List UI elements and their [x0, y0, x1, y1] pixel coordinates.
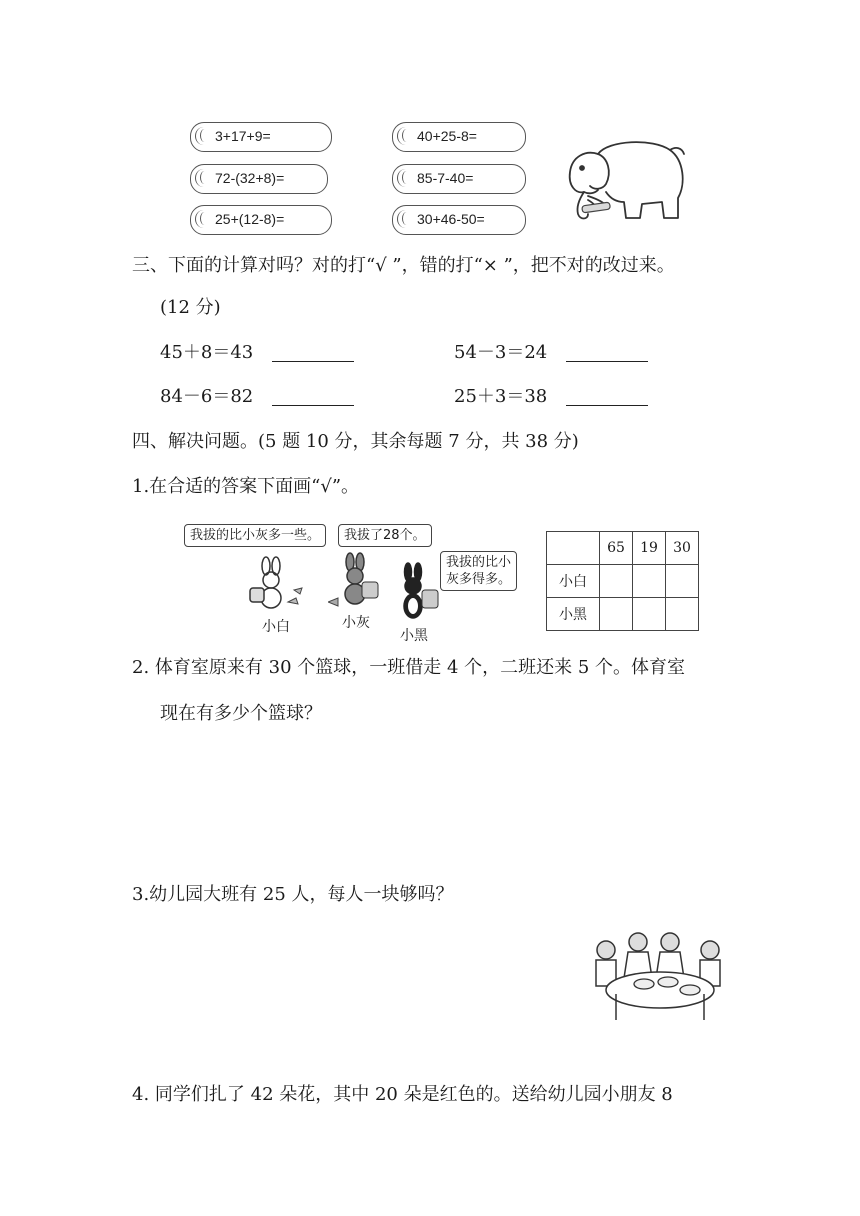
calc-item-1 — [160, 341, 253, 365]
rabbit-name-xiaohui: 小灰 — [342, 615, 370, 631]
question-4-text: 4. 同学们扎了 42 朵花，其中 20 朵是红色的。送给幼儿园小朋友 8 — [132, 1084, 673, 1105]
calc-item-4 — [454, 385, 547, 409]
table-header-cell: 19 — [633, 532, 666, 565]
bubble-line-2: 灰多得多。 — [446, 572, 512, 587]
table-answer-cell[interactable] — [633, 565, 666, 598]
scroll-curl-icon — [195, 210, 212, 228]
table-row-label: 小黑 — [547, 598, 600, 631]
table-answer-cell[interactable] — [666, 598, 699, 631]
question-2-line-1: 2. 体育室原来有 30 个篮球，一班借走 4 个，二班还来 5 个。体育室 — [132, 657, 686, 678]
table-header-cell: 65 — [600, 532, 633, 565]
table-header-cell: 30 — [666, 532, 699, 565]
speech-bubble-xiaohei — [440, 551, 517, 591]
rabbit-name-xiaohei: 小黑 — [400, 628, 428, 644]
scroll-curl-icon — [397, 169, 414, 187]
answer-blank[interactable] — [272, 343, 354, 362]
scroll-expression-4: 85-7-40= — [392, 164, 526, 194]
question-1-text: 1.在合适的答案下面画“√”。 — [132, 476, 360, 497]
table-answer-cell[interactable] — [666, 565, 699, 598]
table-corner-cell — [547, 532, 600, 565]
answer-blank[interactable] — [272, 387, 354, 406]
table-answer-cell[interactable] — [633, 598, 666, 631]
answer-table — [546, 531, 699, 631]
elephant-illustration — [558, 132, 690, 226]
scroll-curl-icon — [397, 210, 414, 228]
calc-item-2 — [454, 341, 547, 365]
calc-item-3 — [160, 385, 253, 409]
bubble-line-1: 我拔的比小 — [446, 555, 512, 570]
table-row-label: 小白 — [547, 565, 600, 598]
rabbit-xiaohui-icon — [328, 552, 388, 610]
speech-bubble-xiaohui: 我拔了28个。 — [338, 524, 432, 547]
rabbit-name-xiaobai: 小白 — [262, 619, 290, 635]
calc-expression: 84－6＝82 — [160, 386, 254, 407]
calc-expression: 45＋8＝43 — [160, 342, 254, 363]
scroll-expression-2: 40+25-8= — [392, 122, 526, 152]
table-answer-cell[interactable] — [600, 598, 633, 631]
children-table-illustration — [586, 928, 734, 1024]
speech-bubble-xiaobai: 我拔的比小灰多一些。 — [184, 524, 326, 547]
scroll-expression-3: 72-(32+8)= — [190, 164, 328, 194]
scroll-expression-1: 3+17+9= — [190, 122, 332, 152]
scroll-curl-icon — [195, 169, 212, 187]
calc-expression: 25＋3＝38 — [454, 386, 548, 407]
scroll-curl-icon — [195, 127, 212, 145]
rabbit-xiaobai-icon — [244, 556, 308, 612]
section-4-heading: 四、解决问题。(5 题 10 分，其余每题 7 分，共 38 分) — [132, 431, 579, 452]
question-2-line-2: 现在有多少个篮球？ — [160, 703, 322, 724]
scroll-curl-icon — [397, 127, 414, 145]
scroll-expression-5: 25+(12-8)= — [190, 205, 332, 235]
section-3-points: (12 分) — [160, 297, 221, 318]
rabbit-xiaohei-icon — [392, 562, 442, 624]
question-3-text: 3.幼儿园大班有 25 人，每人一块够吗？ — [132, 884, 454, 905]
scroll-expression-6: 30+46-50= — [392, 205, 526, 235]
answer-blank[interactable] — [566, 387, 648, 406]
section-3-heading: 三、下面的计算对吗？对的打“√ ”，错的打“× ”，把不对的改过来。 — [132, 255, 675, 276]
answer-blank[interactable] — [566, 343, 648, 362]
table-answer-cell[interactable] — [600, 565, 633, 598]
calc-expression: 54－3＝24 — [454, 342, 548, 363]
